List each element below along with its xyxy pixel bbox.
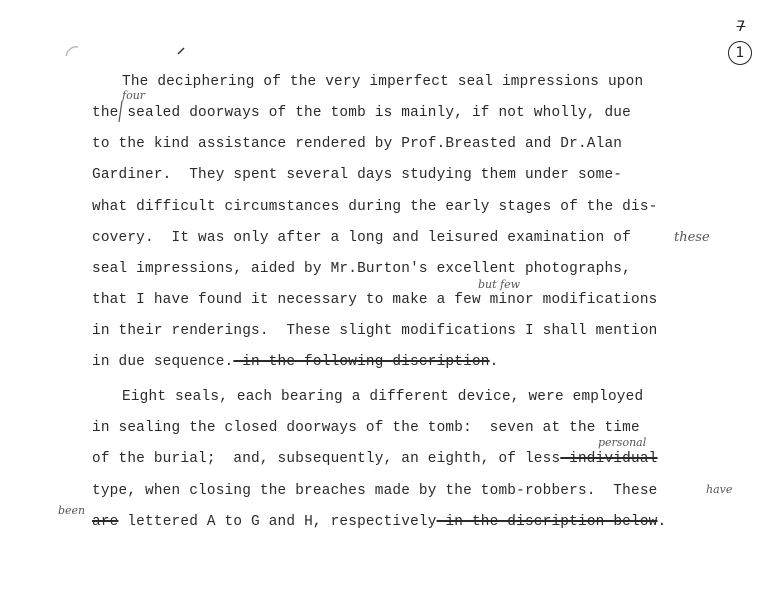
text-line-14: type, when closing the breaches made by the tomb-robbers. These [92,483,658,499]
text-line-6: covery. It was only after a long and leisured examination of [92,230,631,246]
text-line-9: in their renderings. These slight modifications I shall mention [92,323,658,339]
struck-text-1: in the following discription [233,354,490,370]
text-line-4: Gardiner. They spent several days studying them under some- [92,167,623,183]
handwritten-but-few: but few [478,278,521,291]
text-line-11: Eight seals, each bearing a different device, were employed [122,389,644,405]
struck-text-4: in the discription below [436,514,658,530]
line-10-text: in due sequence. [92,354,234,370]
pen-tick-icon [176,46,186,56]
handwritten-personal: personal [598,436,647,449]
handwritten-these: these [674,230,710,245]
line-15-after: . [657,514,667,530]
text-line-1: The deciphering of the very imperfect seal impressions upon [122,74,644,90]
struck-text-3: are [92,514,119,530]
line-13-text: of the burial; and, subsequently, an eighth, of less [92,451,561,467]
text-line-2: the sealed doorways of the tomb is mainly, if not wholly, due [92,105,631,121]
insertion-caret-icon [116,100,126,124]
text-line-12: in sealing the closed doorways of the tomb: seven at the time [92,420,640,436]
line-10-after: . [489,354,499,370]
line-15-text: lettered A to G and H, respectively [118,514,437,530]
text-line-5: what difficult circumstances during the early stages of the dis- [92,199,658,215]
handwritten-four: four [122,89,146,102]
page-number-crossed: 7 [736,19,746,35]
text-line-8: that I have found it necessary to make a few minor modifications [92,292,658,308]
text-line-3: to the kind assistance rendered by Prof.Breasted and Dr.Alan [92,136,623,152]
handwritten-have: have [706,483,733,496]
text-line-10 [92,353,498,371]
handwritten-been: been [58,504,86,517]
text-line-13 [92,450,658,468]
pen-mark-icon [64,44,80,58]
page-number-circled: 1 [728,41,752,65]
text-line-15 [92,513,666,531]
text-line-7: seal impressions, aided by Mr.Burton's excellent photographs, [92,261,631,277]
struck-text-2: individual [560,451,658,467]
